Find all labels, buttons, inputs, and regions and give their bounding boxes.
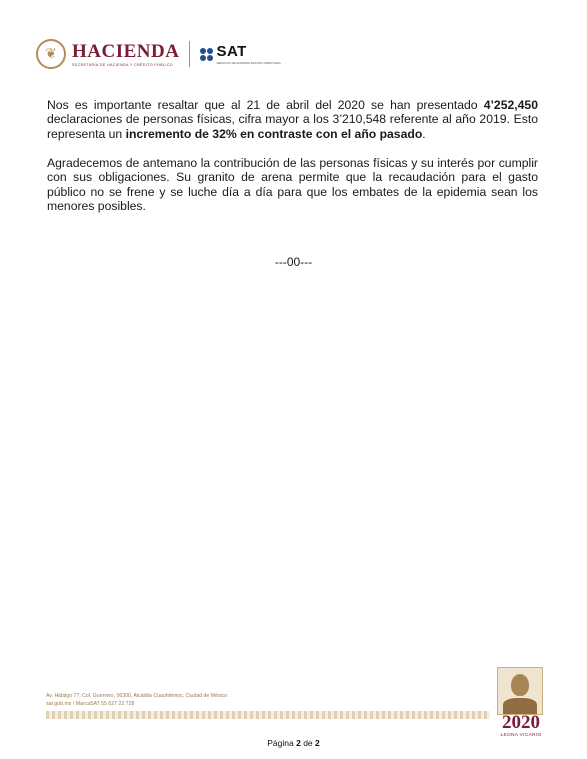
paragraph-declarations: Nos es importante resaltar que al 21 de abril del 2020 se han presentado 4’252,450 declaraciones de personas físicas, cifra mayor a los 3’210,548 referente al año 2019. Esto representa un incremento de 32% en contraste con el año pasado. <box>47 98 538 141</box>
address-line: Av. Hidalgo 77, Col. Guerrero, 06300, Alcaldía Cuauhtémoc, Ciudad de México <box>46 693 228 699</box>
contact-line: sat.gob.mx / MarcaSAT 55 627 22 728 <box>46 701 135 707</box>
decorative-band <box>46 711 490 719</box>
seal-glyph: ❦ <box>45 46 57 62</box>
paragraph-thanks: Agradecemos de antemano la contribución de las personas físicas y su interés por cumplir con sus obligaciones. Su granito de arena permite que la recaudación para el gasto público no se frene y se luche día a día para que los embates de la epidemia sean los menores posibles. <box>47 156 538 213</box>
header-divider <box>189 41 190 67</box>
hacienda-logo <box>72 42 179 67</box>
letterhead <box>36 36 281 72</box>
end-separator: ---00--- <box>274 255 313 269</box>
sat-dots-icon <box>200 48 213 61</box>
hacienda-title: HACIENDA <box>72 40 180 62</box>
sat-subtitle: SERVICIO DE ADMINISTRACIÓN TRIBUTARIA <box>216 60 281 65</box>
year-subtitle: LEONA VICARIO <box>500 733 542 738</box>
leona-vicario-portrait-icon <box>497 667 543 715</box>
hacienda-subtitle: SECRETARÍA DE HACIENDA Y CRÉDITO PÚBLICO <box>72 62 174 67</box>
government-seal-icon <box>36 39 66 69</box>
increment-highlight: incremento de 32% en contraste con el año pasado <box>125 126 423 141</box>
sat-title: SAT <box>216 42 247 60</box>
footer-address <box>46 692 227 708</box>
year-label: 2020 <box>502 712 540 733</box>
sat-logo <box>200 44 280 65</box>
declarations-count: 4’252,450 <box>483 98 538 112</box>
page-number: Página 2 de 2 <box>267 738 320 748</box>
